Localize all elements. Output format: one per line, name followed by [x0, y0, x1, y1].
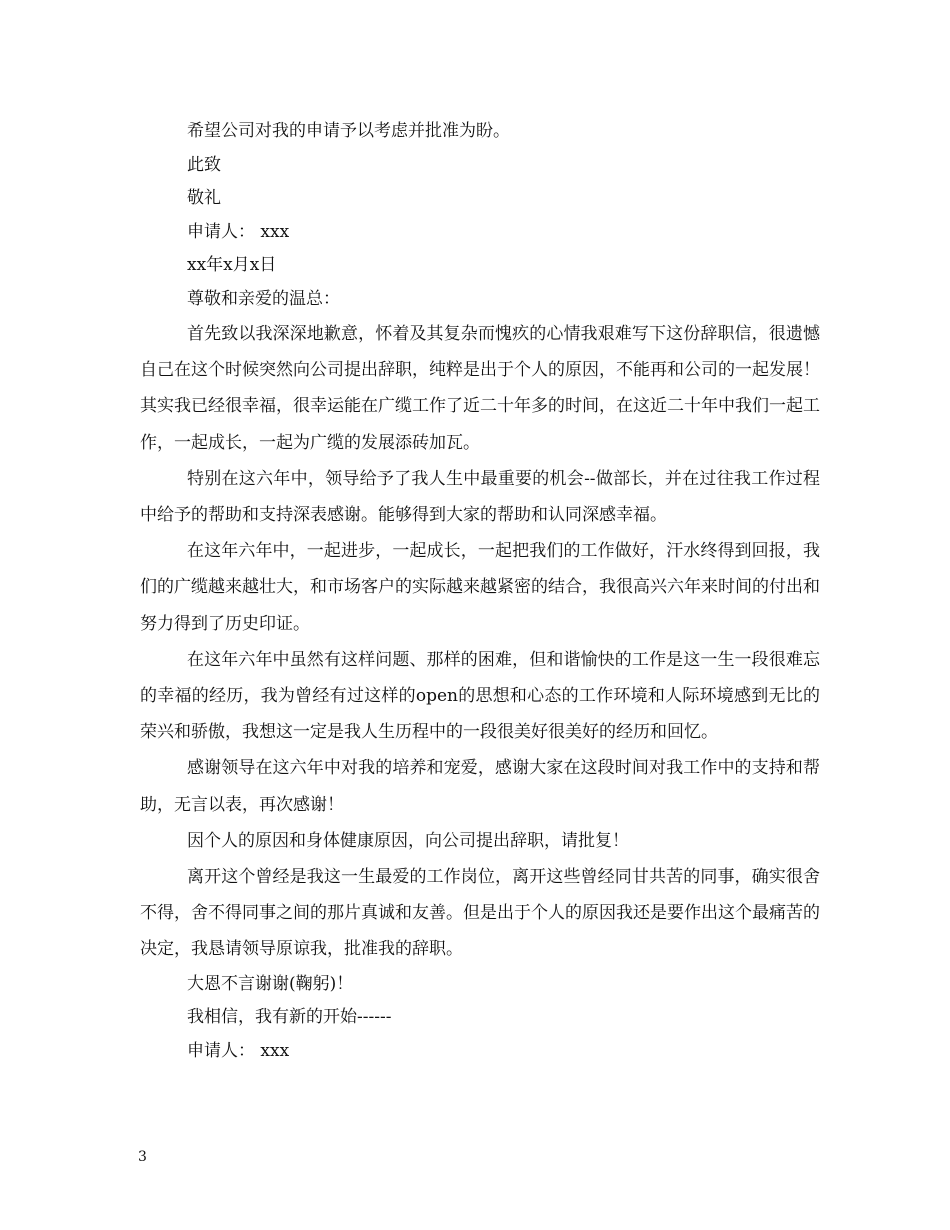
- thanks-bow-line: 大恩不言谢谢(鞠躬)！: [187, 973, 354, 994]
- closing-request-line: 希望公司对我的申请予以考虑并批准为盼。: [187, 121, 510, 141]
- paragraph-progress: 在这年六年中，一起进步，一起成长，一起把我们的工作做好，汗水终得到回报，我们的广缆越来越壮大，和市场客户的实际越来越紧密的结合，我很高兴六年来时间的付出和努力得到了历史印证。: [140, 541, 820, 634]
- paragraph-reason: 因个人的原因和身体健康原因，向公司提出辞职，请批复！: [187, 830, 629, 851]
- final-applicant-line: 申请人： xxx: [187, 1040, 290, 1061]
- salutation-jing-li: 敬礼: [187, 188, 221, 208]
- addressee-line: 尊敬和亲爱的温总：: [187, 288, 340, 309]
- date-line: xx年x月x日: [187, 255, 277, 275]
- page-number: 3: [138, 1149, 147, 1165]
- salutation-ci-zhi: 此致: [187, 154, 221, 175]
- paragraph-apology: 首先致以我深深地歉意，怀着及其复杂而愧疚的心情我艰难写下这份辞职信，很遗憾自己在这个时候突然向公司提出辞职，纯粹是出于个人的原因，不能再和公司的一起发展！其实我已经很幸福，很幸运能在广缆工作了近二十年多的时间，在这近二十年中我们一起工作，一起成长，一起为广缆的发展添砖加瓦。: [140, 324, 820, 453]
- paragraph-gratitude: 感谢领导在这六年中对我的培养和宠爱，感谢大家在这段时间对我工作中的支持和帮助，无言以表，再次感谢！: [140, 758, 820, 815]
- paragraph-six-years-thanks: 特别在这六年中，领导给予了我人生中最重要的机会--做部长，并在过往我工作过程中给予的帮助和支持深表感谢。能够得到大家的帮助和认同深感幸福。: [140, 468, 820, 526]
- applicant-line: 申请人： xxx: [187, 221, 290, 242]
- paragraph-difficulties: 在这年六年中虽然有这样问题、那样的困难，但和谐愉快的工作是这一生一段很难忘的幸福的经历，我为曾经有过这样的open的思想和心态的工作环境和人际环境感到无比的荣兴和骄傲，我想这一定是我人生历程中的一段很美好很美好的经历和回忆。: [140, 649, 820, 743]
- new-beginning-line: 我相信，我有新的开始------: [187, 1007, 392, 1028]
- paragraph-farewell: 离开这个曾经是我这一生最爱的工作岗位，离开这些曾经同甘共苦的同事，确实很舍不得，舍不得同事之间的那片真诚和友善。但是出于个人的原因我还是要作出这个最痛苦的决定，我恳请领导原谅我，批准我的辞职。: [140, 867, 820, 960]
- letter-body: [140, 115, 820, 1068]
